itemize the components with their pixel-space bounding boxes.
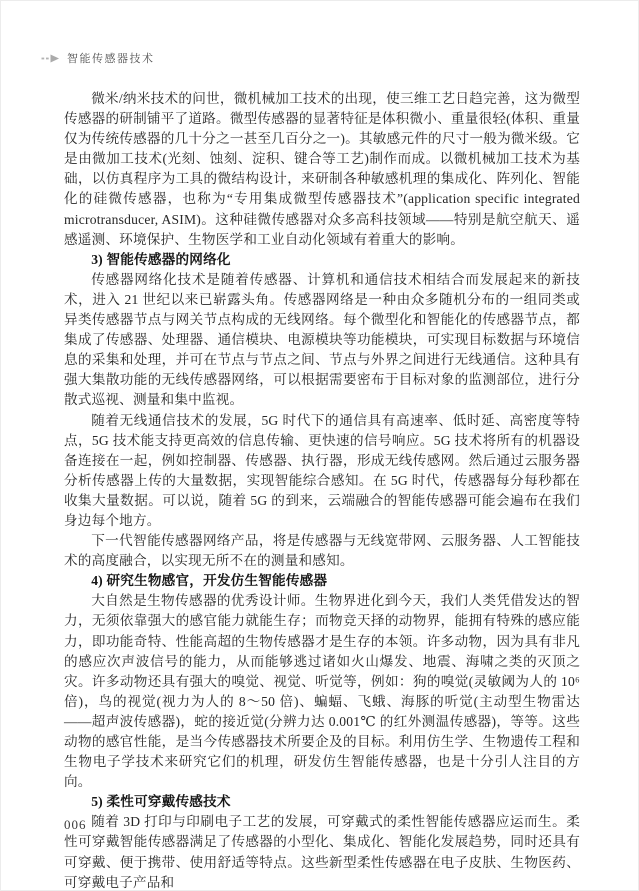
body-paragraph: 随着 3D 打印与印刷电子工艺的发展，可穿戴式的柔性智能传感器应运而生。柔性可穿戴智能传感器满足了传感器的小型化、集成化、智能化发展趋势，同时还具有可穿戴、便于携带、使用舒适等特点。这些新型柔性传感器在电子皮肤、生物医药、可穿戴电子产品和: [64, 814, 580, 890]
page-body-text: [64, 89, 580, 891]
section-heading: 3) 智能传感器的网络化: [91, 251, 231, 267]
running-header: [41, 50, 155, 66]
body-paragraph: 大自然是生物传感器的优秀设计师。生物界进化到今天，我们人类凭借发达的智力，无须依靠强大的感官能力就能生存；而物竞天择的动物界，能拥有特殊的感应能力，即功能奇特、性能高超的生物传感器才是生存的本领。许多动物，因为具有非凡的感应次声波信号的能力，从而能够逃过诸如火山爆发、地震、海啸之类的灭顶之灾。许多动物还具有强大的嗅觉、视觉、听觉等，例如：狗的嗅觉(灵敏阈为人的 10⁶ 倍)，鸟的视觉(视力为人的 8～50 倍)、蝙蝠、飞蛾、海豚的听觉(主动型生物雷达——超声波传感器)，蛇的接近觉(分辨力达 0.001℃ 的红外测温传感器)，等等。这些动物的感官性能，是当今传感器技术所要企及的目标。利用仿生学、生物遗传工程和生物电子学技术来研究它们的机理，研发仿生智能传感器，也是十分引人注目的方向。: [64, 593, 580, 790]
body-paragraph: 下一代智能传感器网络产品，将是传感器与无线宽带网、云服务器、人工智能技术的高度融合，以实现无所不在的测量和感知。: [64, 533, 580, 569]
section-heading: 4) 研究生物感官，开发仿生智能传感器: [91, 573, 328, 589]
running-header-title: 智能传感器技术: [67, 53, 155, 65]
section-heading: 5) 柔性可穿戴传感技术: [91, 794, 231, 810]
body-paragraph: 传感器网络化技术是随着传感器、计算机和通信技术相结合而发展起来的新技术，进入 21 世纪以来已崭露头角。传感器网络是一种由众多随机分布的一组同类或异类传感器节点与网关节点构成的无线网络。每个微型化和智能化的传感器节点，都集成了传感器、处理器、通信模块、电源模块等功能模块，可实现目标数据与环境信息的采集和处理，并可在节点与节点之间、节点与外界之间进行无线通信。这种具有强大集散功能的无线传感器网络，可以根据需要密布于目标对象的监测部位，进行分散式巡视、测量和集中监视。: [64, 271, 580, 408]
page-number: 006: [64, 817, 87, 832]
body-paragraph: 微米/纳米技术的问世，微机械加工技术的出现，使三维工艺日趋完善，这为微型传感器的研制铺平了道路。微型传感器的显著特征是体积微小、重量很轻(体积、重量仅为传统传感器的几十分之一甚至几百分之一)。其敏感元件的尺寸一般为微米级。它是由微加工技术(光刻、蚀刻、淀积、键合等工艺)制作而成。以微机械加工技术为基础，以仿真程序为工具的微结构设计，来研制各种敏感机理的集成化、阵列化、智能化的硅微传感器，也称为“专用集成微型传感器技术”(application specific integrated microtransducer, ASIM)。这种硅微传感器对众多高科技领域——特别是航空航天、遥感遥测、环境保护、生物医学和工业自动化领域有着重大的影响。: [64, 91, 580, 247]
double-arrow-right-icon: [41, 54, 60, 63]
body-paragraph: 随着无线通信技术的发展，5G 时代下的通信具有高速率、低时延、高密度等特点，5G 技术能支持更高效的信息传输、更快速的信号响应。5G 技术将所有的机器设备连接在一起，例如控制器、传感器、执行器，形成无线传感网。然后通过云服务器分析传感器上传的大量数据，实现智能综合感知。在 5G 时代，传感器每分每秒都在收集大量数据。可以说，随着 5G 的到来，云端融合的智能传感器可能会遍布在我们身边每个地方。: [64, 412, 580, 528]
